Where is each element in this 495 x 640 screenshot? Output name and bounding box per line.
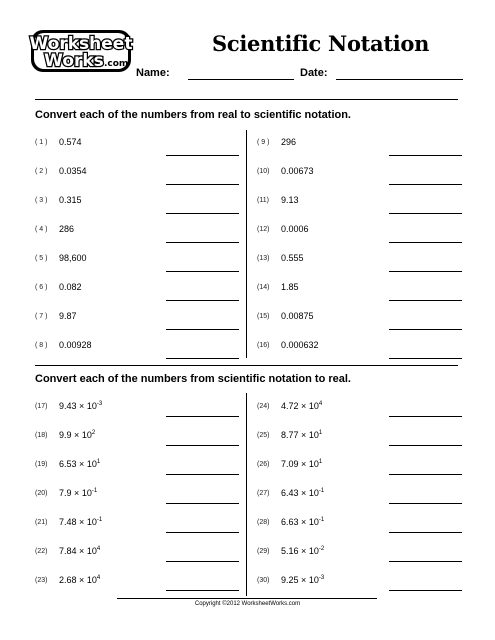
times-sign: ×	[74, 430, 80, 440]
times-sign: ×	[79, 546, 85, 556]
problem-value: 0.0006	[281, 224, 309, 234]
times-sign: ×	[79, 459, 85, 469]
problem-number: (27)	[257, 490, 270, 497]
problem-number: ( 8 )	[35, 342, 48, 349]
answer-line[interactable]	[389, 213, 462, 214]
base: 10	[308, 517, 319, 527]
answer-line[interactable]	[166, 155, 239, 156]
problem-value: 9.87	[59, 311, 77, 321]
coefficient: 7.9	[59, 488, 72, 498]
problem-number: (23)	[35, 577, 48, 584]
answer-line[interactable]	[389, 561, 462, 562]
answer-line[interactable]	[389, 474, 462, 475]
answer-line[interactable]	[166, 271, 239, 272]
base: 10	[86, 401, 97, 411]
name-label: Name:	[136, 67, 170, 79]
exponent: -2	[318, 546, 325, 552]
coefficient: 6.53	[59, 459, 77, 469]
logo-line1: Worksheet	[29, 34, 133, 54]
problem-number: ( 4 )	[35, 226, 48, 233]
footer-divider	[117, 598, 377, 599]
answer-line[interactable]	[389, 532, 462, 533]
answer-line[interactable]	[389, 590, 462, 591]
answer-line[interactable]	[166, 474, 239, 475]
problem-number: ( 5 )	[35, 255, 48, 262]
worksheetworks-logo	[28, 28, 136, 74]
answer-line[interactable]	[166, 416, 239, 417]
problem-value	[281, 459, 322, 469]
coefficient: 5.16	[281, 546, 299, 556]
answer-line[interactable]	[389, 271, 462, 272]
answer-line[interactable]	[389, 242, 462, 243]
coefficient: 9.43	[59, 401, 77, 411]
base: 10	[308, 459, 319, 469]
coefficient: 8.77	[281, 430, 299, 440]
problem-number: (21)	[35, 519, 48, 526]
problem-number: (13)	[257, 255, 270, 262]
answer-line[interactable]	[166, 213, 239, 214]
problem-value	[59, 430, 95, 440]
answer-line[interactable]	[389, 300, 462, 301]
base: 10	[86, 546, 97, 556]
problem-value: 98,600	[59, 253, 87, 263]
answer-line[interactable]	[166, 300, 239, 301]
problem-number: (10)	[257, 168, 270, 175]
coefficient: 4.72	[281, 401, 299, 411]
times-sign: ×	[79, 517, 85, 527]
problem-number: (12)	[257, 226, 270, 233]
problem-number: (15)	[257, 313, 270, 320]
base: 10	[86, 575, 97, 585]
problem-number: ( 3 )	[35, 197, 48, 204]
coefficient: 6.43	[281, 488, 299, 498]
coefficient: 6.63	[281, 517, 299, 527]
section2-divider	[35, 365, 458, 366]
times-sign: ×	[79, 401, 85, 411]
section2-column-divider	[246, 393, 247, 596]
problem-value	[281, 546, 324, 556]
date-label: Date:	[300, 67, 328, 79]
times-sign: ×	[301, 430, 307, 440]
times-sign: ×	[301, 401, 307, 411]
answer-line[interactable]	[389, 155, 462, 156]
section1-divider	[35, 99, 458, 100]
problem-value	[59, 488, 97, 498]
answer-line[interactable]	[389, 445, 462, 446]
problem-number: (30)	[257, 577, 270, 584]
section2-instruction: Convert each of the numbers from scientific notation to real.	[35, 373, 351, 385]
base: 10	[81, 430, 92, 440]
problem-number: (17)	[35, 403, 48, 410]
problem-value: 0.555	[281, 253, 304, 263]
problem-value: 0.00875	[281, 311, 314, 321]
exponent: 1	[318, 459, 323, 465]
base: 10	[86, 517, 97, 527]
exponent: -1	[318, 517, 325, 523]
problem-number: (20)	[35, 490, 48, 497]
base: 10	[308, 401, 319, 411]
base: 10	[308, 430, 319, 440]
problem-value: 0.574	[59, 137, 82, 147]
exponent: 1	[318, 430, 323, 436]
problem-number: ( 6 )	[35, 284, 48, 291]
exponent: -1	[96, 517, 103, 523]
times-sign: ×	[301, 575, 307, 585]
problem-value: 0.082	[59, 282, 82, 292]
problem-value: 9.13	[281, 195, 299, 205]
problem-number: (26)	[257, 461, 270, 468]
exponent: 2	[91, 430, 96, 436]
times-sign: ×	[301, 546, 307, 556]
base: 10	[308, 575, 319, 585]
page-title: Scientific Notation	[212, 31, 430, 56]
section1-column-divider	[246, 130, 247, 358]
answer-line[interactable]	[389, 184, 462, 185]
problem-number: ( 9 )	[257, 139, 270, 146]
problem-number: (18)	[35, 432, 48, 439]
times-sign: ×	[74, 488, 80, 498]
logo-suffix: .com	[104, 59, 129, 69]
exponent: 1	[96, 459, 101, 465]
problem-number: (11)	[257, 197, 269, 204]
problem-value: 0.0354	[59, 166, 87, 176]
problem-number: (19)	[35, 461, 48, 468]
problem-number: (29)	[257, 548, 270, 555]
coefficient: 2.68	[59, 575, 77, 585]
answer-line[interactable]	[166, 329, 239, 330]
section1-instruction: Convert each of the numbers from real to scientific notation.	[35, 109, 351, 121]
base: 10	[86, 459, 97, 469]
problem-value	[59, 546, 100, 556]
copyright-footer: Copyright ©2012 WorksheetWorks.com	[194, 601, 301, 607]
times-sign: ×	[301, 517, 307, 527]
answer-line[interactable]	[166, 532, 239, 533]
answer-line[interactable]	[166, 503, 239, 504]
answer-line[interactable]	[389, 358, 462, 359]
exponent: 4	[318, 401, 323, 407]
answer-line[interactable]	[166, 445, 239, 446]
date-field[interactable]	[336, 79, 463, 80]
coefficient: 9.9	[59, 430, 72, 440]
problem-value: 286	[59, 224, 75, 234]
problem-value	[281, 575, 324, 585]
times-sign: ×	[301, 459, 307, 469]
base: 10	[308, 546, 319, 556]
problem-number: (24)	[257, 403, 270, 410]
exponent: -1	[318, 488, 325, 494]
answer-line[interactable]	[166, 242, 239, 243]
problem-number: ( 1 )	[35, 139, 48, 146]
problem-value: 0.00928	[59, 340, 92, 350]
problem-value: 296	[281, 137, 297, 147]
answer-line[interactable]	[166, 561, 239, 562]
problem-value	[59, 401, 102, 411]
base: 10	[308, 488, 319, 498]
answer-line[interactable]	[166, 590, 239, 591]
problem-number: (16)	[257, 342, 270, 349]
exponent: -3	[318, 575, 325, 581]
problem-number: (14)	[257, 284, 270, 291]
problem-number: ( 2 )	[35, 168, 48, 175]
exponent: -1	[91, 488, 98, 494]
name-field[interactable]	[188, 79, 294, 80]
problem-value: 0.315	[59, 195, 82, 205]
answer-line[interactable]	[166, 184, 239, 185]
exponent: 4	[96, 546, 101, 552]
answer-line[interactable]	[389, 503, 462, 504]
problem-value: 1.85	[281, 282, 299, 292]
problem-value	[281, 517, 324, 527]
problem-number: (22)	[35, 548, 48, 555]
problem-value	[281, 401, 322, 411]
problem-value	[281, 430, 322, 440]
exponent: 4	[96, 575, 101, 581]
exponent: -3	[96, 401, 103, 407]
problem-number: ( 7 )	[35, 313, 48, 320]
coefficient: 7.48	[59, 517, 77, 527]
problem-number: (25)	[257, 432, 270, 439]
coefficient: 7.84	[59, 546, 77, 556]
answer-line[interactable]	[389, 329, 462, 330]
problem-value: 0.00673	[281, 166, 314, 176]
problem-number: (28)	[257, 519, 270, 526]
base: 10	[81, 488, 92, 498]
times-sign: ×	[301, 488, 307, 498]
problem-value	[59, 459, 100, 469]
times-sign: ×	[79, 575, 85, 585]
logo-line2: Works	[44, 51, 104, 71]
problem-value	[59, 517, 102, 527]
coefficient: 7.09	[281, 459, 299, 469]
answer-line[interactable]	[166, 358, 239, 359]
problem-value: 0.000632	[281, 340, 319, 350]
problem-value	[281, 488, 324, 498]
coefficient: 9.25	[281, 575, 299, 585]
answer-line[interactable]	[389, 416, 462, 417]
problem-value	[59, 575, 100, 585]
